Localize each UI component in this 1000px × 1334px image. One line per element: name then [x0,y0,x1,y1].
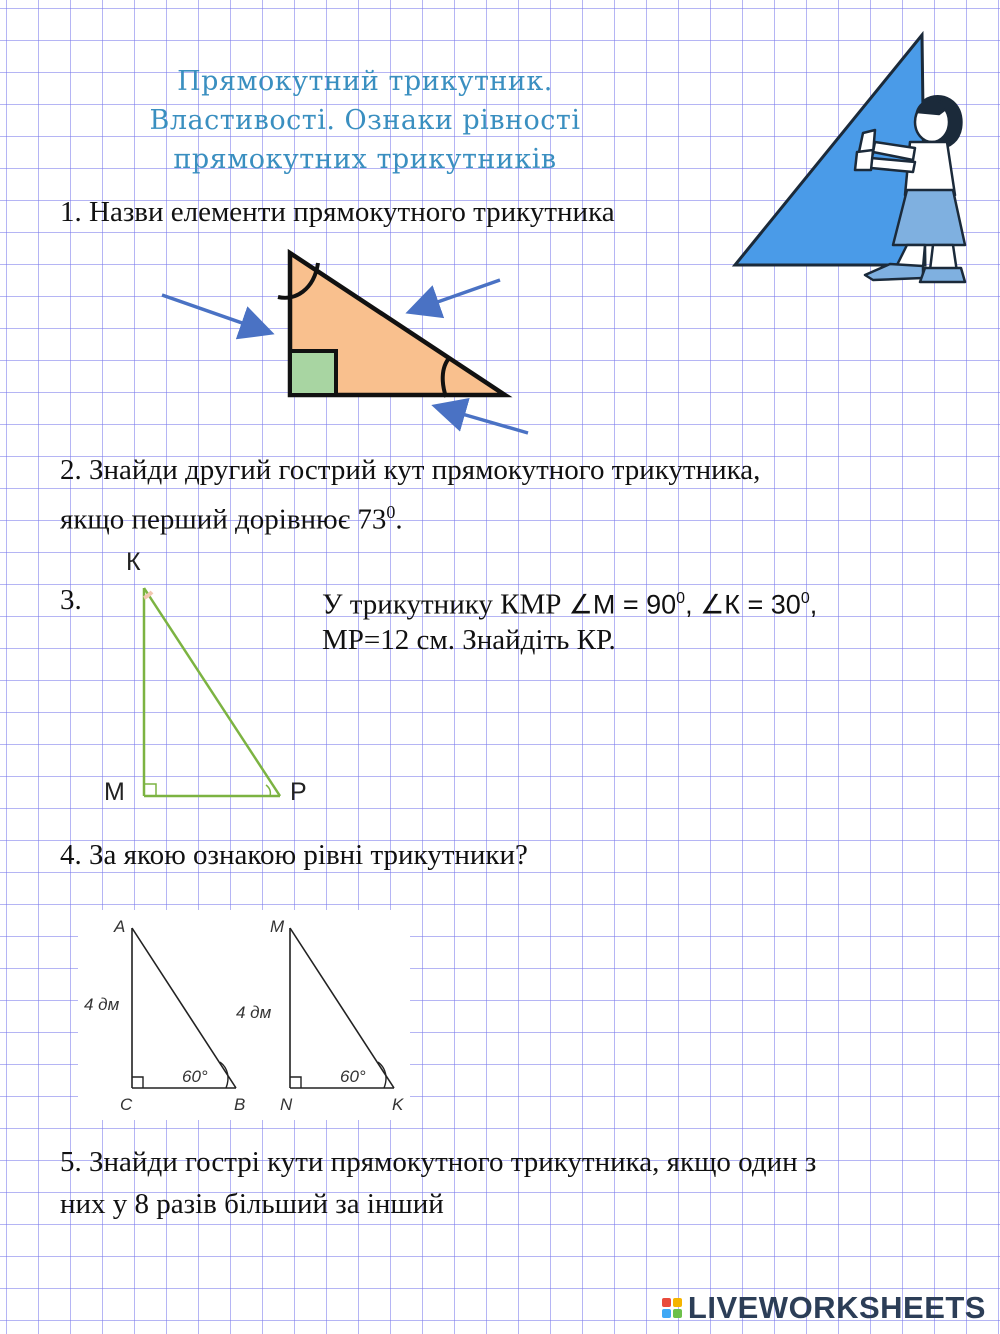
vertex-p-label: Р [290,778,307,806]
task-3-number: 3. [60,584,82,616]
label-a: A [114,917,126,936]
side-kp [144,588,280,796]
task-4-text: 4. За якою ознакою рівні трикутники? [60,839,528,871]
arrow-to-base [438,407,528,433]
task-3-line-2: МР=12 см. Знайдіть КР. [322,624,616,656]
task-5-line-1: 5. Знайди гострі кути прямокутного трикутника, якщо один з [60,1146,817,1178]
degree-superscript-1: 0 [676,590,686,607]
degree-superscript-2: 0 [800,590,810,607]
task-3-line-1-text: У трикутнику КМР [322,588,569,621]
label-c: C [120,1095,133,1114]
figure-1-right-triangle [150,235,550,445]
label-n: N [280,1095,293,1114]
task-5-line-2: них у 8 разів більший за інший [60,1188,444,1220]
right-angle-marker [290,351,336,395]
arrow-to-hypotenuse [412,280,500,311]
title-line-1: Прямокутний трикутник. [177,66,553,97]
task-3-formula-k: , ∠К = 30 [685,589,801,620]
task-2-line-1: 2. Знайди другий гострий кут прямокутного трикутника, [60,454,761,486]
angle-p-arc [266,785,270,796]
figure-4-triangles [78,910,410,1120]
vertex-m-label: М [104,778,125,806]
task-2-line-2 [60,492,403,541]
right-angle-mark [144,784,156,796]
title-line-2: Властивості. Ознаки рівності [149,105,581,136]
degree-superscript: 0 [386,502,396,522]
girl-pushing-triangle-illustration [725,30,975,290]
task-2-line-2-text: якщо перший дорівнює 73 [60,503,387,536]
task-3-formula-m: ∠М = 90 [568,589,677,620]
logo-icon [662,1298,682,1318]
arrow-to-leg [162,295,268,332]
task-1-text: 1. Назви елементи прямокутного трикутника [60,196,615,228]
task-3-comma: , [809,589,818,620]
label-b: B [234,1095,246,1114]
brand-text: LIVEWORKSHEETS [687,1290,986,1325]
label-angle-k: 60° [340,1067,366,1086]
label-k: K [392,1095,404,1114]
label-side-mn: 4 дм [236,1003,272,1022]
title-line-3: прямокутних трикутників [173,144,557,175]
task-3-line-1 [322,578,817,626]
vertex-k-label: К [126,548,141,576]
task-2-line-2-suffix: . [395,503,403,536]
label-side-ac: 4 дм [84,995,120,1014]
page-title [60,62,670,179]
label-angle-b: 60° [182,1067,208,1086]
liveworksheets-logo [662,1290,986,1326]
figure-3-triangle-kmp [130,580,300,810]
label-m: M [270,917,285,936]
